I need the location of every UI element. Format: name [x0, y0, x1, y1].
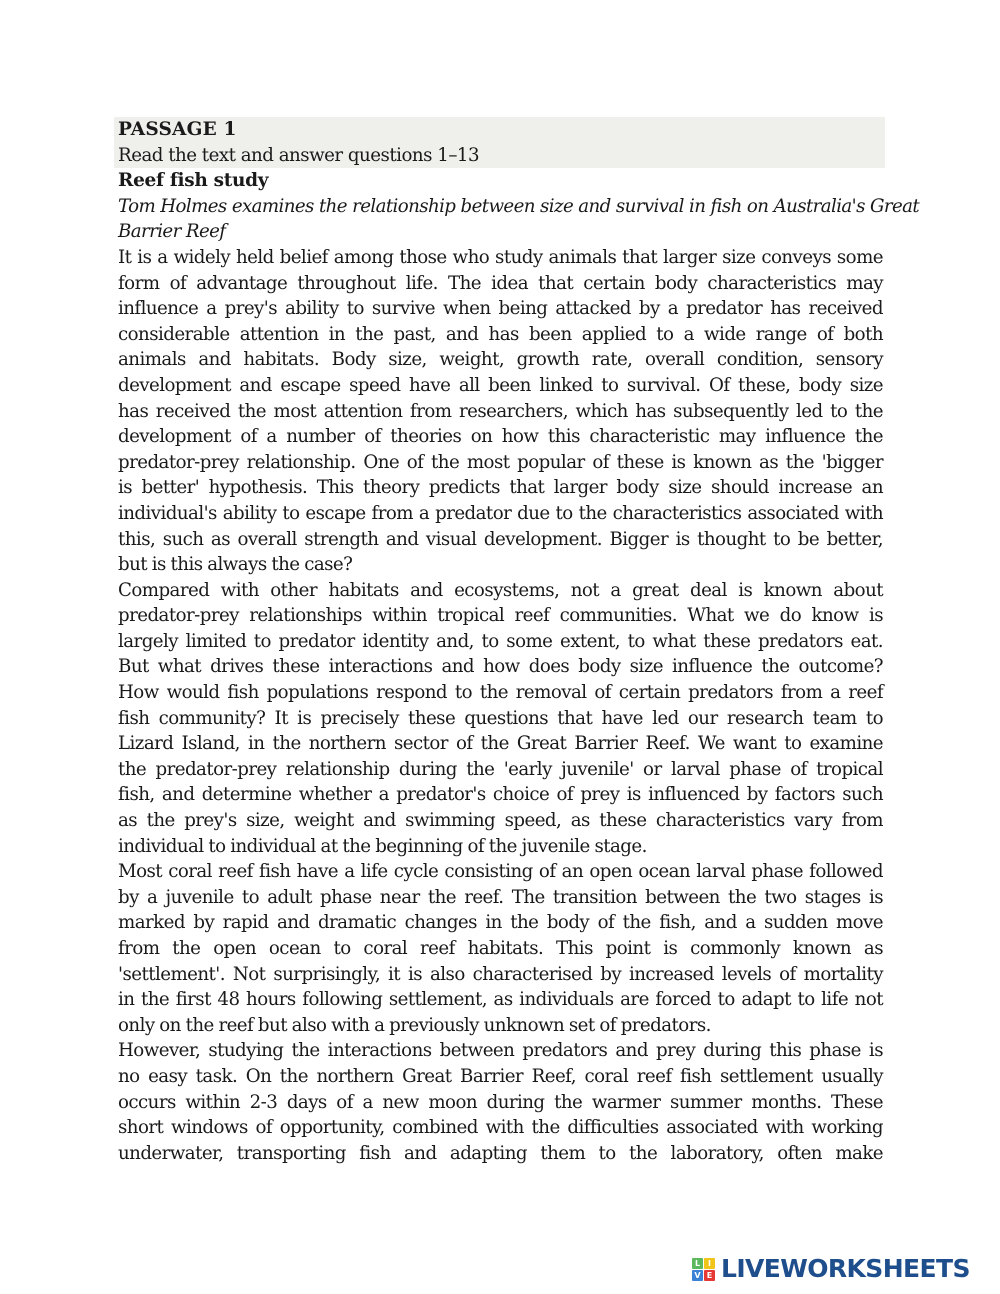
paragraph-line: short windows of opportunity, combined with the difficulties associated with working [118, 1117, 883, 1139]
paragraph-line: predator-prey relationships within tropical reef communities. What we do know is [118, 605, 883, 627]
article-paragraph [118, 578, 883, 860]
paragraph-line: marked by rapid and dramatic changes in the body of the fish, and a sudden move [118, 912, 883, 934]
paragraph-line: 'settlement'. Not surprisingly, it is also characterised by increased levels of mortality [118, 963, 883, 985]
paragraph-line: occurs within 2-3 days of a new moon during the warmer summer months. These [118, 1091, 883, 1113]
paragraph-line: predator-prey relationship. One of the most popular of these is known as the 'bigger [118, 451, 883, 473]
paragraph-line: is better' hypothesis. This theory predicts that larger body size should increase an [118, 477, 883, 499]
paragraph-line: has received the most attention from researchers, which has subsequently led to the [118, 400, 883, 422]
document-content [118, 117, 920, 1166]
paragraph-line: Most coral reef fish have a life cycle consisting of an open ocean larval phase followed [118, 861, 883, 883]
article-paragraph [118, 245, 883, 578]
liveworksheets-logo-icon [692, 1258, 715, 1281]
paragraph-line: underwater, transporting fish and adapting them to the laboratory, often make [118, 1142, 883, 1164]
paragraph-line: in the first 48 hours following settlement, as individuals are forced to adapt to life not [118, 989, 883, 1011]
paragraph-line: But what drives these interactions and how does body size influence the outcome? [118, 656, 883, 678]
paragraph-line: from the open ocean to coral reef habitats. This point is commonly known as [118, 938, 883, 959]
passage-label: PASSAGE 1 [118, 119, 237, 140]
paragraph-line: It is a widely held belief among those who study animals that larger size conveys some [118, 246, 883, 268]
paragraph-line: individual to individual at the beginning of the juvenile stage. [118, 835, 647, 857]
article-title: Reef fish study [118, 170, 269, 192]
paragraph-line: fish, and determine whether a predator's choice of prey is influenced by factors such [118, 784, 883, 806]
paragraph-line: largely limited to predator identity and, to some extent, to what these predators eat. [118, 630, 883, 652]
article-paragraph [118, 859, 883, 1038]
paragraph-line: animals and habitats. Body size, weight, growth rate, overall condition, sensory [118, 349, 883, 371]
paragraph-line: as the prey's size, weight and swimming speed, as these characteristics vary from [118, 810, 883, 832]
liveworksheets-logo [692, 1256, 970, 1282]
paragraph-line: development and escape speed have all been linked to survival. Of these, body size [118, 374, 883, 396]
logo-letter-l: L [692, 1258, 703, 1269]
paragraph-line: no easy task. On the northern Great Barrier Reef, coral reef fish settlement usually [118, 1065, 883, 1087]
paragraph-line: by a juvenile to adult phase near the reef. The transition between the two stages is [118, 886, 883, 908]
paragraph-line: only on the reef but also with a previously unknown set of predators. [118, 1014, 711, 1036]
paragraph-line: considerable attention in the past, and has been applied to a wide range of both [118, 323, 883, 345]
paragraph-line: Compared with other habitats and ecosystems, not a great deal is known about [118, 579, 883, 601]
paragraph-line: the predator-prey relationship during the 'early juvenile' or larval phase of tropical [118, 758, 883, 780]
document-page [118, 117, 920, 1166]
article-body [118, 245, 883, 1166]
paragraph-line: individual's ability to escape from a predator due to the characteristics associated with [118, 502, 883, 524]
logo-letter-e: E [704, 1270, 715, 1281]
paragraph-line: Lizard Island, in the northern sector of the Great Barrier Reef. We want to examine [118, 733, 883, 755]
passage-instructions: Read the text and answer questions 1–13 [118, 144, 480, 166]
paragraph-line: How would fish populations respond to the removal of certain predators from a reef [118, 682, 883, 704]
logo-letter-i: I [704, 1258, 715, 1269]
paragraph-line: form of advantage throughout life. The idea that certain body characteristics may [118, 272, 883, 294]
subtitle-line: Tom Holmes examines the relationship between size and survival in fish on Australia's Great [118, 195, 920, 217]
paragraph-line: influence a prey's ability to survive when being attacked by a predator has received [118, 298, 883, 320]
paragraph-line: this, such as overall strength and visual development. Bigger is thought to be better, [118, 528, 883, 550]
article-subtitle [118, 194, 920, 245]
article-paragraph [118, 1038, 883, 1166]
paragraph-line: but is this always the case? [118, 554, 353, 576]
logo-letter-v: V [692, 1270, 703, 1281]
paragraph-line: However, studying the interactions between predators and prey during this phase is [118, 1040, 883, 1062]
subtitle-line: Barrier Reef [118, 221, 226, 243]
paragraph-line: development of a number of theories on how this characteristic may influence the [118, 426, 883, 448]
logo-wordmark: LIVEWORKSHEETS [721, 1254, 970, 1283]
paragraph-line: fish community? It is precisely these questions that have led our research team to [118, 707, 883, 729]
